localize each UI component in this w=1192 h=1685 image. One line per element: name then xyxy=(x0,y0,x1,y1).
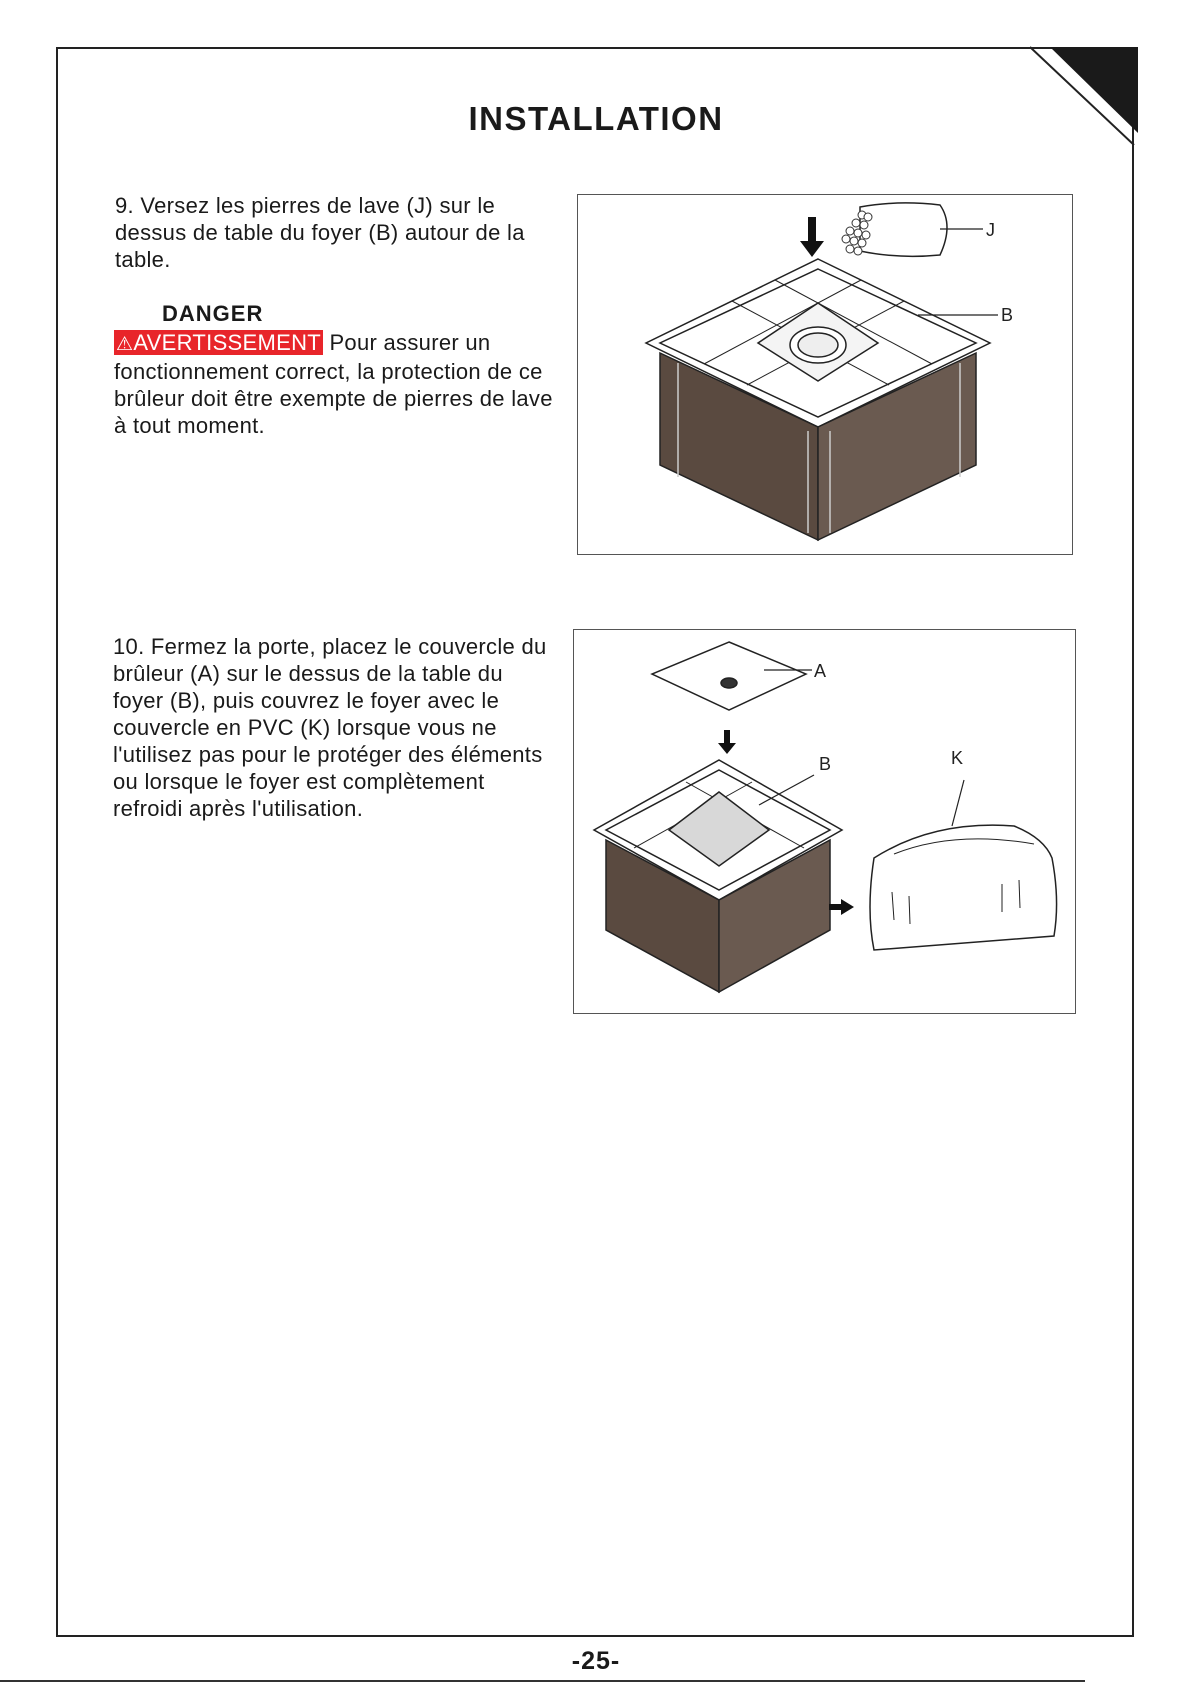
down-arrow-icon xyxy=(718,730,736,754)
callout-j: J xyxy=(986,220,995,240)
callout-a: A xyxy=(814,661,827,681)
warning-triangle-icon: ⚠ xyxy=(116,334,134,355)
down-arrow-icon xyxy=(800,217,824,257)
lava-rock-bag-icon xyxy=(842,203,947,256)
pvc-cover xyxy=(870,825,1057,950)
step-10-instruction: 10. Fermez la porte, placez le couvercle du brûleur (A) sur le dessus de la table du foyer (B), puis couvrez le foyer avec le couvercle en PVC (K) lorsque vous ne l'utilisez pas pour le protéger des éléments ou lorsque le foyer est complètement refroidi après l'utilisation. xyxy=(113,634,547,821)
figure-step-9 xyxy=(577,194,1073,555)
warning-label: AVERTISSEMENT xyxy=(133,330,322,355)
danger-heading: DANGER xyxy=(162,301,264,326)
warning-text: Pour assurer un fonctionnement correct, la protection de ce brûleur doit être exempte de pierres de lave à tout moment. xyxy=(114,330,553,438)
burner-cover-and-pvc-cover-illustration xyxy=(574,630,1077,1015)
fire-table-lava-rocks-illustration xyxy=(578,195,1074,556)
page-title: INSTALLATION xyxy=(468,100,724,137)
warning-block xyxy=(114,329,564,439)
page-number: -25- xyxy=(571,1647,621,1675)
burner-lid xyxy=(652,642,806,710)
callout-k: K xyxy=(951,748,964,768)
right-arrow-icon xyxy=(829,899,854,915)
callout-b: B xyxy=(819,754,832,774)
bottom-rule xyxy=(0,1680,1085,1682)
figure-step-10 xyxy=(573,629,1076,1014)
fire-table-with-rocks xyxy=(594,760,842,992)
warning-label-badge xyxy=(114,330,323,355)
step-9-instruction: 9. Versez les pierres de lave (J) sur le dessus de table du foyer (B) autour de la table. xyxy=(115,193,525,272)
callout-b: B xyxy=(1001,305,1014,325)
